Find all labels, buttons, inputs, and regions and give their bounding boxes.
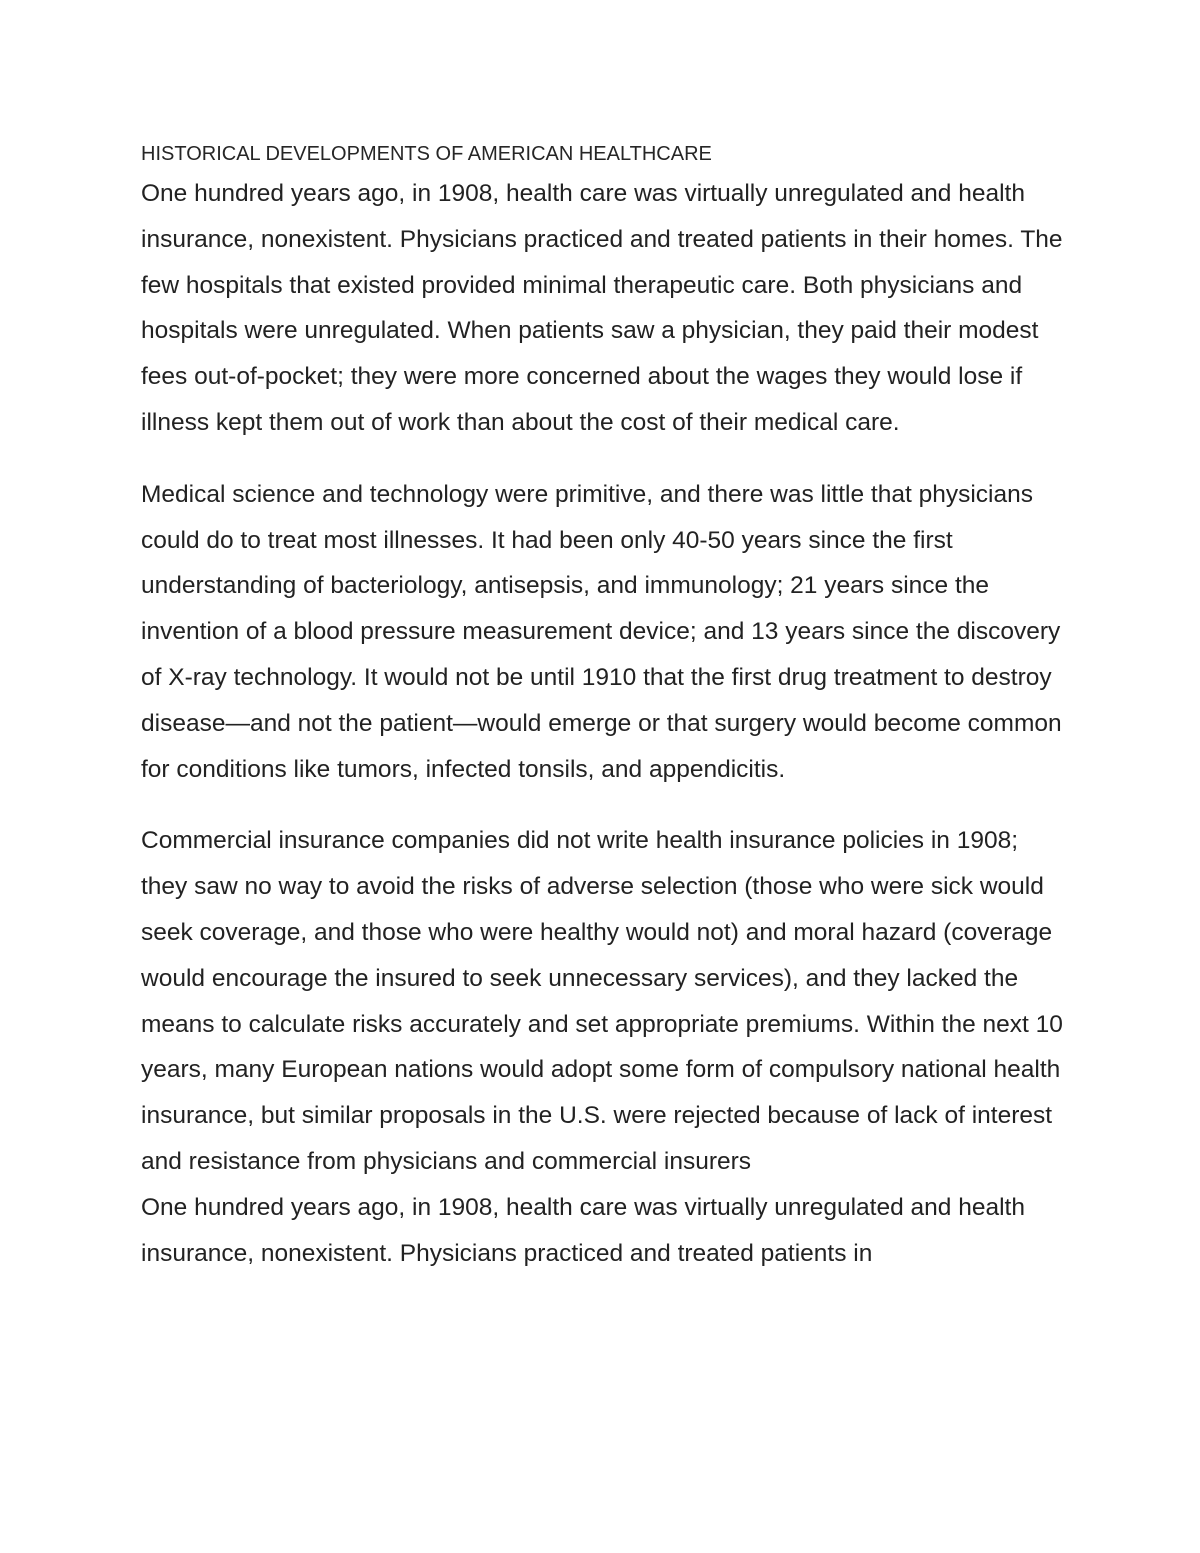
paragraph-3: Commercial insurance companies did not write health insurance policies in 1908; they saw no way to avoid the risks of adverse selection (those who were sick would seek coverage, and those who were healthy would not) and moral hazard (coverage would encourage the insured to seek unnecessary services), and they lacked the means to calculate risks accurately and set appropriate premiums. Within the next 10 years, many European nations would adopt some form of compulsory national health insurance, but similar proposals in the U.S. were rejected because of lack of interest and resistance from physicians and commercial insurers — [141, 827, 1063, 1175]
paragraph-2: Medical science and technology were primitive, and there was little that physicians could do to treat most illnesses. It had been only 40-50 years since the first understanding of bacteriology, antisepsis, and immunology; 21 years since the invention of a blood pressure measurement device; and 13 years since the discovery of X-ray technology. It would not be until 1910 that the first drug treatment to destroy disease—and not the patient—would emerge or that surgery would become common for conditions like tumors, infected tonsils, and appendicitis. — [141, 480, 1062, 783]
document-body — [141, 141, 1071, 1276]
document-title: HISTORICAL DEVELOPMENTS OF AMERICAN HEALTHCARE — [141, 143, 712, 165]
paragraph-1: One hundred years ago, in 1908, health care was virtually unregulated and health insurance, nonexistent. Physicians practiced and treated patients in their homes. The few hospitals that existed provided minimal therapeutic care. Both physicians and hospitals were unregulated. When patients saw a physician, they paid their modest fees out-of-pocket; they were more concerned about the wages they would lose if illness kept them out of work than about the cost of their medical care. — [141, 180, 1063, 436]
paragraph-4: One hundred years ago, in 1908, health care was virtually unregulated and health insurance, nonexistent. Physicians practiced and treated patients in — [141, 1193, 1025, 1267]
